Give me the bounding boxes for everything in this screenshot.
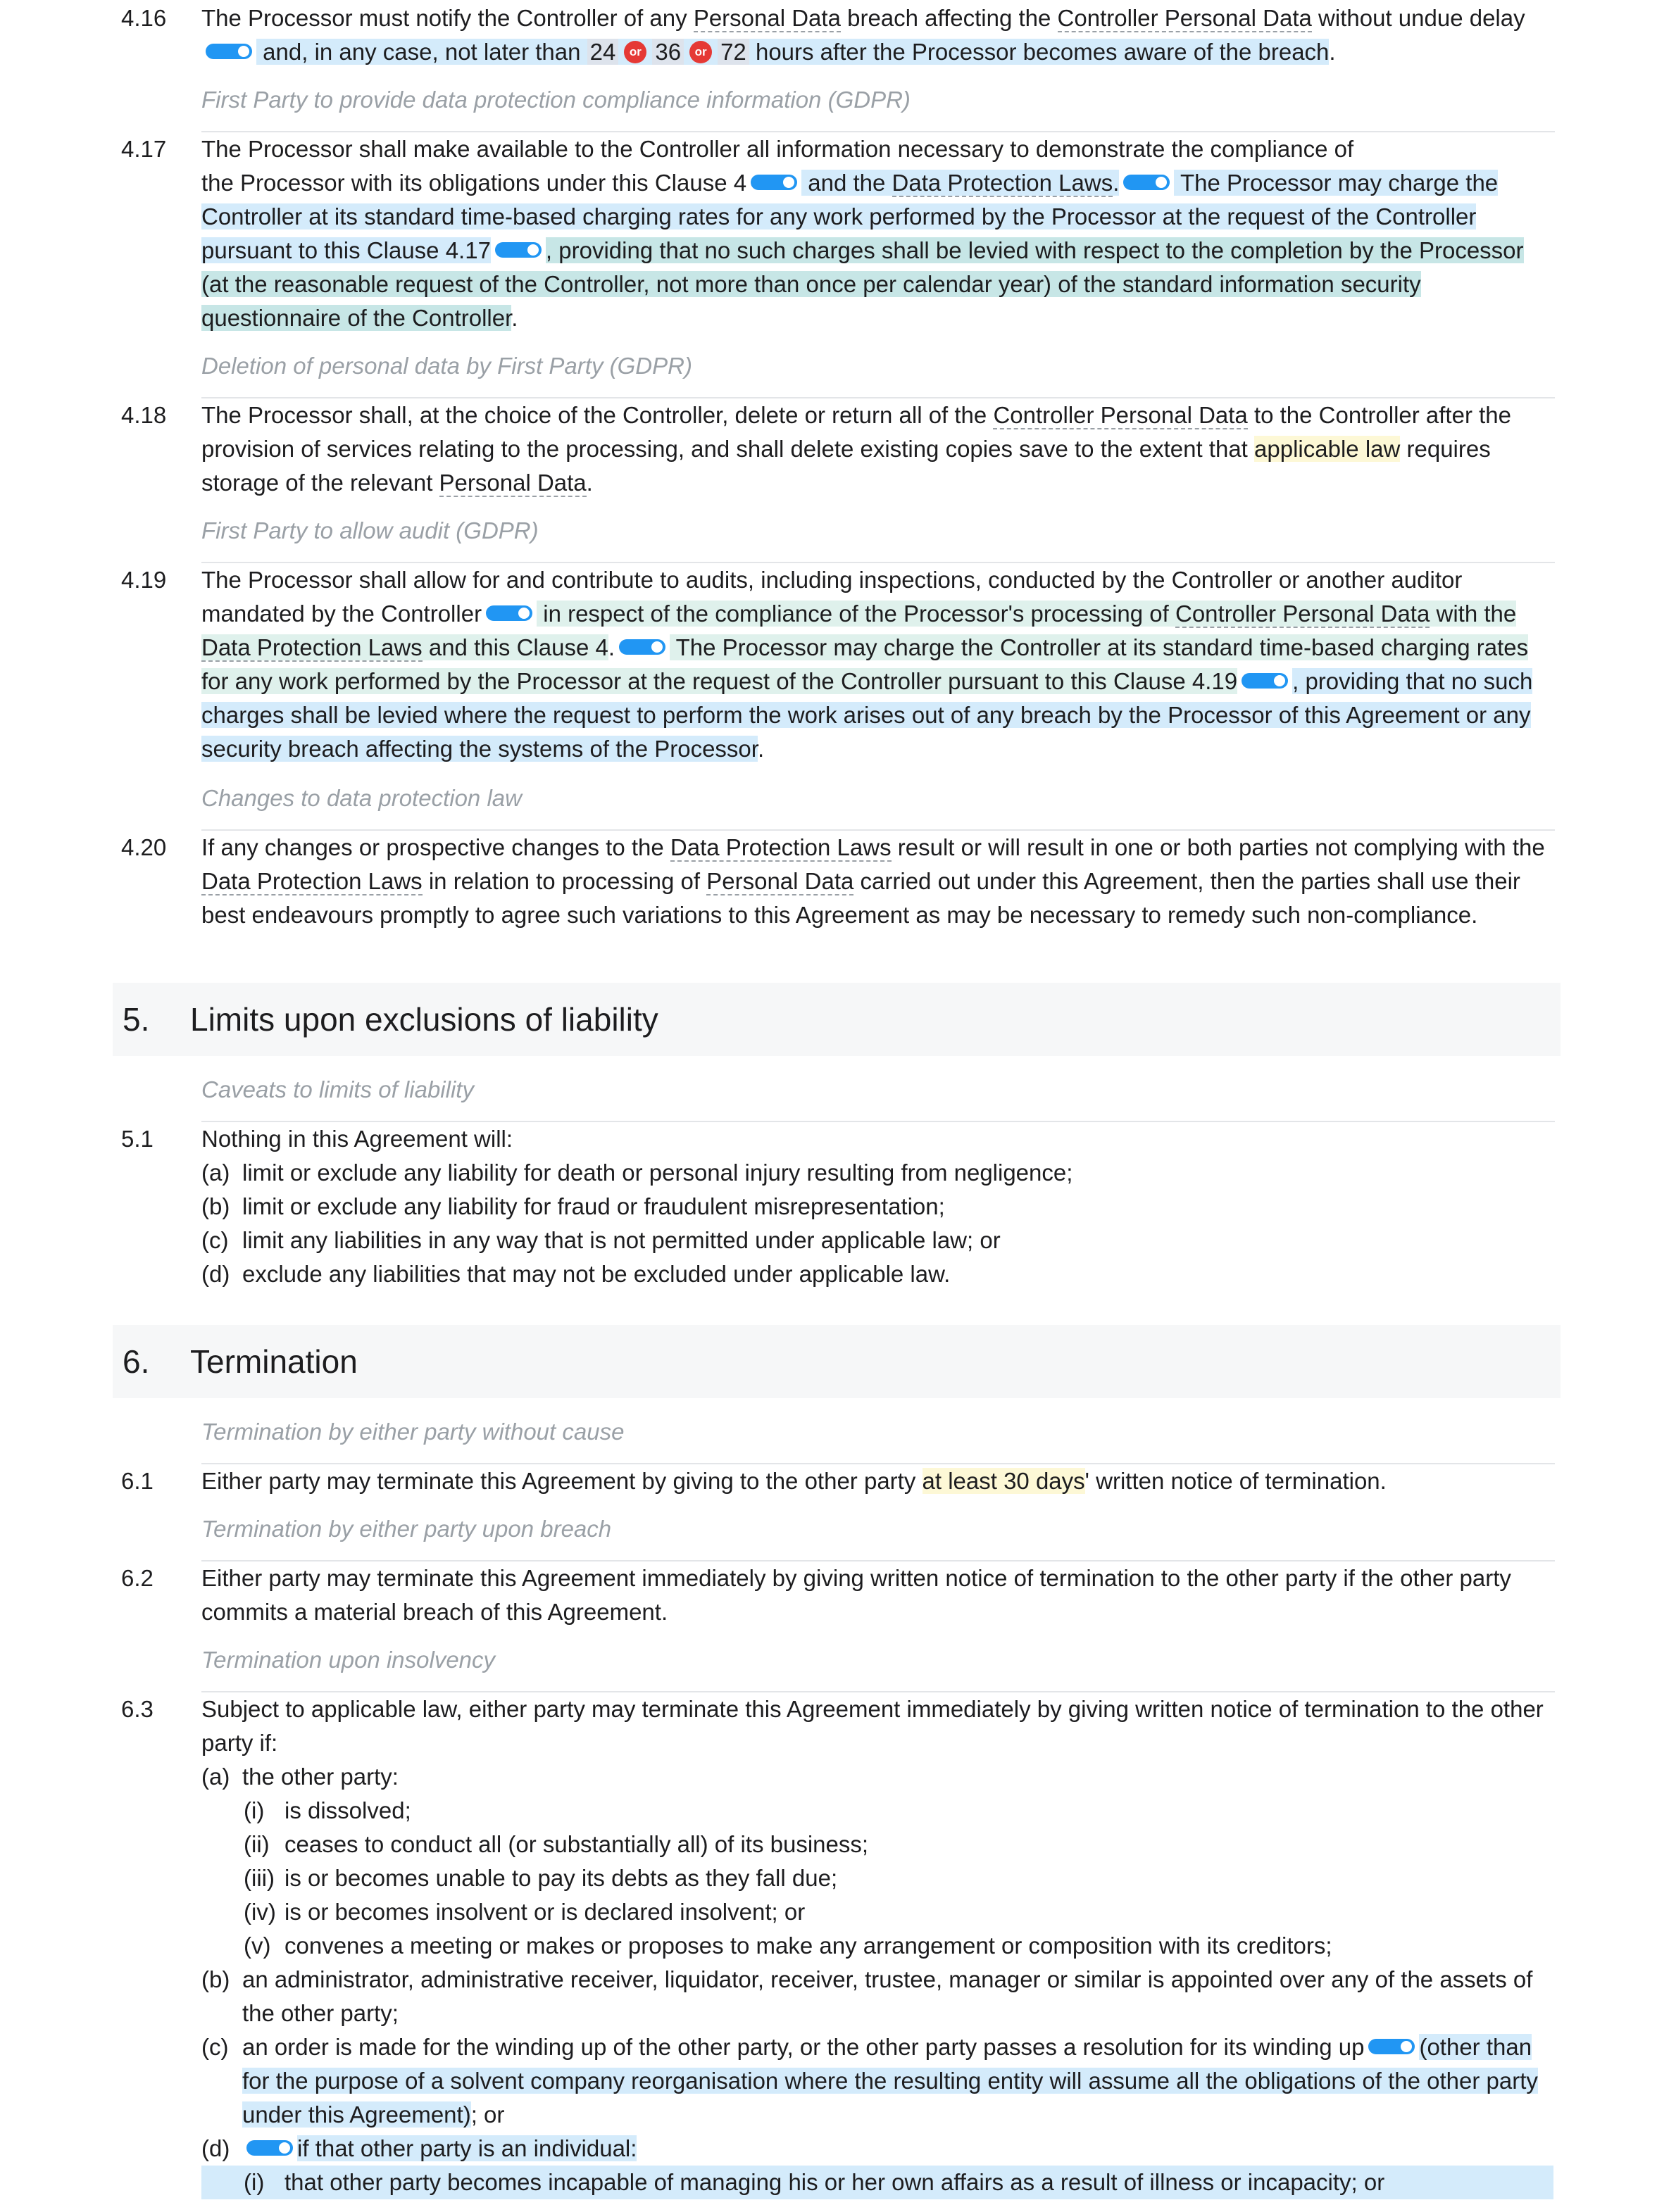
list-item: (i) that other party becomes incapable of managing his or her own affairs as a result of illness or incapacity; or	[201, 2166, 1553, 2199]
toggle-switch-icon[interactable]	[619, 639, 665, 655]
clause-number: 5.1	[121, 1126, 154, 1152]
option-value[interactable]: 72	[718, 39, 749, 65]
defined-term[interactable]: Personal Data	[706, 868, 854, 894]
toggle-switch-icon[interactable]	[1123, 175, 1170, 190]
clause-caption: First Party to provide data protection compliance information (GDPR)	[201, 83, 1555, 132]
section-title: Termination	[190, 1343, 358, 1380]
section-number: 5.	[123, 1001, 150, 1038]
optional-text: and, in any case, not later than 24 or 36 or 72 hours after the Processor becomes aware of the breach	[256, 39, 1330, 65]
list-item: (d) exclude any liabilities that may not be excluded under applicable law.	[201, 1261, 951, 1287]
clause-5-1-text: Nothing in this Agreement will: (a) limit or exclude any liability for death or personal injury resulting from negligence; (b) limit or exclude any liability for fraud or fraudulent misrepresentation; (c) limit any liabilities in any way that is not permitted under applicable law; or (d) exclude any liabilities that may not be excluded under applicable law.	[201, 1122, 1553, 1291]
clause-number: 4.18	[121, 402, 167, 428]
section-title: Limits upon exclusions of liability	[190, 1001, 658, 1038]
clause-6-3-text: Subject to applicable law, either party may terminate this Agreement immediately by giving written notice of termination to the other party if: (a) the other party: (i) is dissolved; (ii) ceases to conduct all (or substantially all) of its business; (iii) is or becomes unable to pay its debts as they fall due; (iv) is or becomes insolvent or is declared insolvent; or (v) convenes a meeting or makes or proposes to make any arrangement or composition with its creditors; (b) an administrator, administrative receiver, liquidator, receiver, trustee, manager or similar is appointed over any of the assets of the other party; (c) an order is made for the winding up of the other party, or the other party passes a resolution for its winding up (other than for the purpose of a solvent company reorganisation where the resulting entity will assume all the obligations of the other party under this Agreement); or (d) if that other party is an individual: (i) that other party becomes incapable of managing his or her own affairs as a result of illness or incapacity; or	[201, 1692, 1553, 2199]
section-heading	[113, 1325, 1561, 1398]
defined-term[interactable]: Data Protection Laws	[201, 634, 423, 660]
option-value[interactable]: 36	[652, 39, 684, 65]
toggle-switch-icon[interactable]	[206, 44, 252, 59]
list-item: (iv) is or becomes insolvent or is declared insolvent; or	[244, 1899, 806, 1925]
section-heading	[113, 983, 1561, 1056]
clause-caption: Deletion of personal data by First Party (GDPR)	[201, 349, 1555, 398]
list-item: (a) the other party:	[201, 1764, 399, 1790]
toggle-switch-icon[interactable]	[495, 242, 542, 258]
clause-6-2-text: Either party may terminate this Agreement immediately by giving written notice of termination to the other party if the other party commits a material breach of this Agreement.	[201, 1565, 1511, 1625]
defined-term[interactable]: Personal Data	[693, 5, 841, 31]
clause-caption: Termination by either party upon breach	[201, 1512, 1555, 1561]
clause-6-1-text: Either party may terminate this Agreement by giving to the other party at least 30 days' written notice of termination.	[201, 1468, 1387, 1494]
or-badge-icon[interactable]: or	[624, 41, 646, 63]
clause-caption: Termination by either party without cause	[201, 1415, 1555, 1464]
list-item: (a) limit or exclude any liability for death or personal injury resulting from negligence;	[201, 1160, 1073, 1186]
list-item: (d) if that other party is an individual:	[201, 2135, 637, 2161]
defined-term[interactable]: Personal Data	[439, 470, 587, 496]
toggle-switch-icon[interactable]	[1242, 673, 1288, 689]
defined-term[interactable]: Data Protection Laws	[670, 834, 892, 860]
clause-4-16-text: The Processor must notify the Controller of any Personal Data breach affecting the Controller Personal Data without undue delay and, in any case, not later than 24 or 36 or 72 hours after the Processor becomes aware of the breach.	[201, 5, 1525, 65]
clause-number: 4.20	[121, 834, 167, 860]
defined-term[interactable]: Data Protection Laws	[892, 170, 1113, 196]
clause-number: 6.3	[121, 1696, 154, 1722]
optional-text: if that other party is an individual:	[297, 2135, 637, 2161]
clause-number: 6.2	[121, 1565, 154, 1591]
list-item: (i) is dissolved;	[244, 1797, 411, 1823]
option-value[interactable]: 24	[587, 39, 619, 65]
optional-text: , providing that no such charges shall be levied with respect to the completion by the Processor (at the reasonable request of the Controller, not more than once per calendar year) of the standard information security questionnaire of the Controller	[201, 237, 1524, 331]
clause-4-18-text: The Processor shall, at the choice of the Controller, delete or return all of the Controller Personal Data to the Controller after the provision of services relating to the processing, and shall delete existing copies save to the extent that applicable law requires storage of the relevant Personal Data.	[201, 402, 1511, 496]
defined-term[interactable]: Controller Personal Data	[1057, 5, 1312, 31]
clause-caption: Changes to data protection law	[201, 781, 1555, 831]
list-item: (v) convenes a meeting or makes or proposes to make any arrangement or composition with its creditors;	[244, 1933, 1332, 1959]
toggle-switch-icon[interactable]	[246, 2140, 293, 2156]
toggle-switch-icon[interactable]	[1368, 2039, 1415, 2054]
defined-term[interactable]: Controller Personal Data	[1175, 601, 1430, 627]
optional-text: (other than for the purpose of a solvent company reorganisation where the resulting entity will assume all the obligations of the other party under this Agreement)	[242, 2034, 1538, 2128]
clause-number: 4.16	[121, 5, 167, 31]
optional-text: The Processor may charge the Controller at its standard time-based charging rates for any work performed by the Processor at the request of the Controller pursuant to this Clause 4.17	[201, 170, 1499, 263]
clause-number: 4.17	[121, 136, 167, 162]
clause-caption: First Party to allow audit (GDPR)	[201, 514, 1555, 563]
clause-4-20-text: If any changes or prospective changes to the Data Protection Laws result or will result in one or both parties not complying with the Data Protection Laws in relation to processing of Personal Data carried out under this Agreement, then the parties shall use their best endeavours promptly to agree such variations to this Agreement as may be necessary to remedy such non-compliance.	[201, 834, 1545, 928]
toggle-switch-icon[interactable]	[751, 175, 797, 190]
variable-text[interactable]: at least 30 days	[922, 1468, 1085, 1494]
list-item: (iii) is or becomes unable to pay its debts as they fall due;	[244, 1865, 838, 1891]
clause-number: 6.1	[121, 1468, 154, 1494]
toggle-switch-icon[interactable]	[486, 605, 532, 621]
list-item: (b) limit or exclude any liability for fraud or fraudulent misrepresentation;	[201, 1193, 945, 1219]
clause-caption: Termination upon insolvency	[201, 1643, 1555, 1692]
optional-text: The Processor may charge the Controller at its standard time-based charging rates for any work performed by the Processor at the request of the Controller pursuant to this Clause 4.19	[201, 634, 1529, 694]
variable-text[interactable]: applicable law	[1254, 436, 1401, 462]
defined-term[interactable]: Data Protection Laws	[201, 868, 423, 894]
defined-term[interactable]: Controller Personal Data	[993, 402, 1248, 428]
list-item: (c) limit any liabilities in any way that is not permitted under applicable law; or	[201, 1227, 1001, 1253]
clause-4-17-text: The Processor shall make available to the Controller all information necessary to demonstrate the compliance of the Processor with its obligations under this Clause 4 and the Data Protection Laws. The Processor may charge the Controller at its standard time-based charging rates for any work performed by the Processor at the request of the Controller pursuant to this Clause 4.17 , providing that no such charges shall be levied with respect to the completion by the Processor (at the reasonable request of the Controller, not more than once per calendar year) of the standard information security questionnaire of the Controller.	[201, 136, 1524, 331]
clause-4-19-text: The Processor shall allow for and contribute to audits, including inspections, conducted by the Controller or another auditor mandated by the Controller in respect of the compliance of the Processor's processing of Controller Personal Data with the Data Protection Laws and this Clause 4. The Processor may charge the Controller at its standard time-based charging rates for any work performed by the Processor at the request of the Controller pursuant to this Clause 4.19 , providing that no such charges shall be levied where the request to perform the work arises out of any breach by the Processor of this Agreement or any security breach affecting the systems of the Processor.	[201, 567, 1533, 762]
section-number: 6.	[123, 1343, 150, 1380]
list-item: (c) an order is made for the winding up of the other party, or the other party passes a resolution for its winding up (other than for the purpose of a solvent company reorganisation where the resulting entity will assume all the obligations of the other party under this Agreement); or	[201, 2034, 1538, 2128]
optional-text: , providing that no such charges shall be levied where the request to perform the work arises out of any breach by the Processor of this Agreement or any security breach affecting the systems of the Processor	[201, 668, 1533, 762]
list-item: (b) an administrator, administrative receiver, liquidator, receiver, trustee, manager or similar is appointed over any of the assets of the other party;	[201, 1966, 1533, 2026]
list-item: (ii) ceases to conduct all (or substantially all) of its business;	[244, 1831, 869, 1857]
clause-caption: Caveats to limits of liability	[201, 1073, 1555, 1122]
or-badge-icon[interactable]: or	[689, 41, 712, 63]
clause-number: 4.19	[121, 567, 167, 593]
